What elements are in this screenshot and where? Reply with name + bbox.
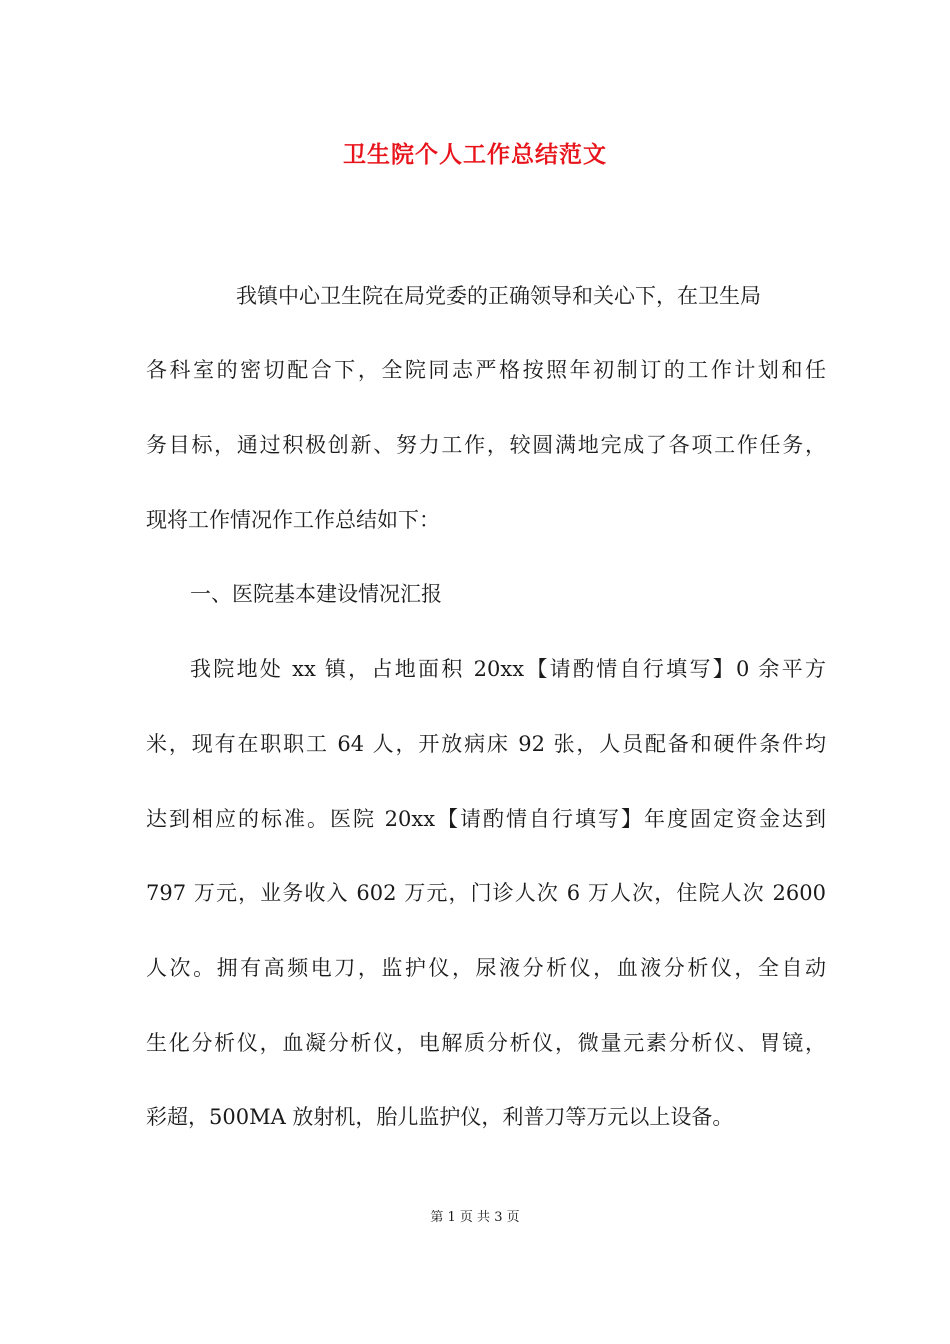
document-title: 卫生院个人工作总结范文 xyxy=(343,141,607,168)
paragraph-line: 达到相应的标准。医院 20xx【请酌情自行填写】年度固定资金达到 xyxy=(146,807,826,831)
paragraph-line: 人次。拥有高频电刀，监护仪，尿液分析仪，血液分析仪，全自动 xyxy=(146,956,826,980)
paragraph-line: 现将工作情况作工作总结如下： xyxy=(146,508,440,532)
paragraph-line: 彩超，500MA 放射机，胎儿监护仪，利普刀等万元以上设备。 xyxy=(146,1105,734,1129)
paragraph-line: 我院地处 xx 镇，占地面积 20xx【请酌情自行填写】0 余平方 xyxy=(190,657,826,681)
paragraph-line: 各科室的密切配合下，全院同志严格按照年初制订的工作计划和任 xyxy=(146,358,826,382)
page-footer: 第 1 页 共 3 页 xyxy=(430,1210,520,1225)
paragraph-line: 我镇中心卫生院在局党委的正确领导和关心下，在卫生局 xyxy=(236,284,761,308)
paragraph-line: 务目标，通过积极创新、努力工作，较圆满地完成了各项工作任务， xyxy=(146,433,826,457)
section-heading: 一、医院基本建设情况汇报 xyxy=(190,582,442,606)
paragraph-line: 797 万元，业务收入 602 万元，门诊人次 6 万人次，住院人次 2600 xyxy=(146,881,826,905)
paragraph-line: 生化分析仪，血凝分析仪，电解质分析仪，微量元素分析仪、胃镜， xyxy=(146,1031,826,1055)
paragraph-line: 米，现有在职职工 64 人，开放病床 92 张，人员配备和硬件条件均 xyxy=(146,732,826,756)
